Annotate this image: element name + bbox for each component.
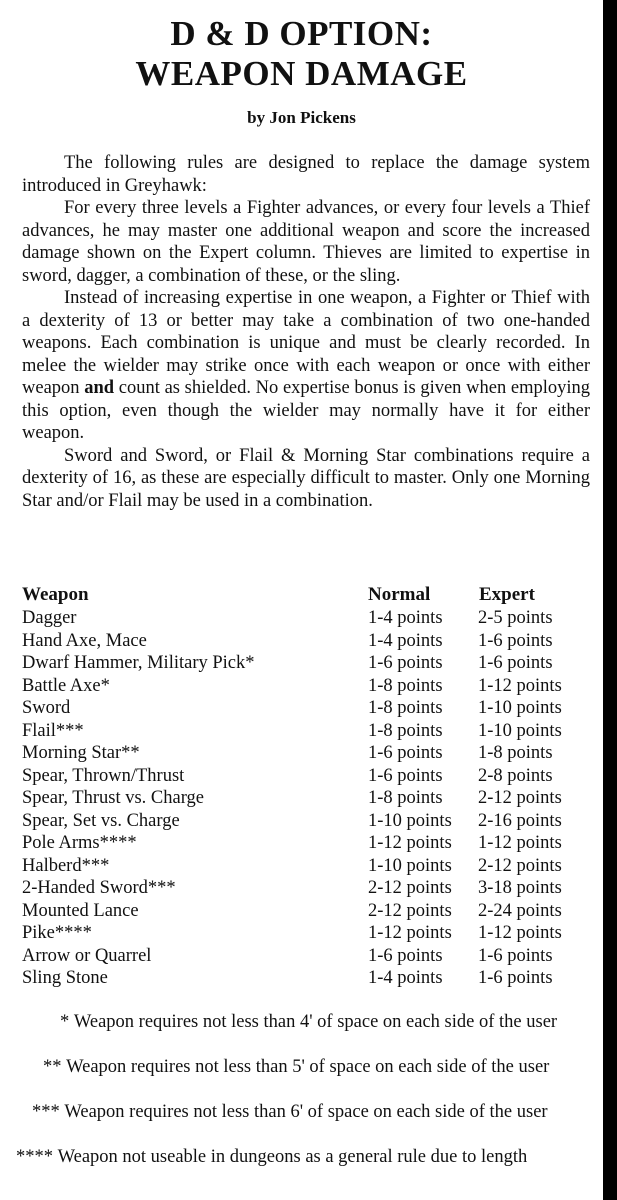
footnote-mark: *** <box>32 1102 60 1122</box>
normal-cell: 2-12 points <box>368 878 452 898</box>
normal-cell: 1-6 points <box>368 653 443 673</box>
weapon-cell: Spear, Thrust vs. Charge <box>22 788 205 808</box>
expert-cell: 1-12 points <box>478 923 562 943</box>
paragraph-3-text: Instead of increasing expertise in one weapon, a Fighter or Thief with a dexterity of 13 or better may take a combination of two one-handed weapons. Each combination is unique and must be clearly recorded. In melee the wielder may strike once with each weapon or once with either weapon <box>22 288 590 398</box>
paragraph-3-bold: and <box>84 378 115 398</box>
expert-cell: 2-12 points <box>478 788 562 808</box>
weapon-cell: Battle Axe* <box>22 675 110 696</box>
normal-cell: 1-8 points <box>368 788 443 808</box>
expert-cell: 2-24 points <box>478 900 562 921</box>
table-row <box>22 675 582 698</box>
body-text <box>22 152 590 512</box>
table-row <box>22 810 582 833</box>
table-row <box>22 832 582 855</box>
footnote-mark: ** <box>43 1057 62 1077</box>
footnote <box>16 1146 591 1169</box>
table-row <box>22 697 582 720</box>
weapon-cell: Flail*** <box>22 720 84 741</box>
table-row <box>22 630 582 653</box>
footnote <box>16 1011 591 1034</box>
normal-cell: 1-10 points <box>368 810 452 831</box>
expert-cell: 1-6 points <box>478 945 553 966</box>
expert-cell: 1-6 points <box>478 968 553 988</box>
weapon-cell: Mounted Lance <box>22 900 139 921</box>
paragraph-4: Sword and Sword, or Flail & Morning Star combinations require a dexterity of 16, as these are especially difficult to master. Only one Morning Star and/or Flail may be used in a combination. <box>22 445 590 511</box>
header-weapon: Weapon <box>22 584 89 605</box>
weapon-cell: Spear, Set vs. Charge <box>22 810 180 831</box>
normal-cell: 1-12 points <box>368 923 452 943</box>
paragraph-3 <box>22 287 590 445</box>
expert-cell: 1-6 points <box>478 630 553 651</box>
weapon-cell: 2-Handed Sword*** <box>22 878 176 898</box>
byline: by Jon Pickens <box>247 108 356 127</box>
weapon-cell: Halberd*** <box>22 855 110 876</box>
table-row <box>22 720 582 743</box>
paragraph-2: For every three levels a Fighter advances, or every four levels a Thief advances, he may master one additional weapon and score the increased damage shown on the Expert column. Thieves are limited to expertise in sword, dagger, a combination of these, or the sling. <box>22 198 590 286</box>
table-row <box>22 607 582 630</box>
normal-cell: 1-4 points <box>368 608 443 628</box>
expert-cell: 2-16 points <box>478 810 562 831</box>
normal-cell: 1-6 points <box>368 945 443 966</box>
normal-cell: 1-6 points <box>368 765 443 786</box>
footnote <box>16 1056 591 1079</box>
weapon-table <box>22 607 582 990</box>
footnote-text: Weapon not useable in dungeons as a general rule due to length <box>57 1147 528 1167</box>
expert-cell: 1-10 points <box>478 720 562 741</box>
expert-cell: 1-10 points <box>478 698 562 718</box>
weapon-cell: Spear, Thrown/Thrust <box>22 765 185 786</box>
expert-cell: 2-5 points <box>478 608 553 628</box>
table-row <box>22 922 582 945</box>
footnote-text: Weapon requires not less than 6' of space on each side of the user <box>64 1102 548 1122</box>
paragraph-3-tail: count as shielded. No expertise bonus is given when employing this option, even though the wielder may normally have it for either weapon. <box>22 378 591 443</box>
normal-cell: 1-6 points <box>368 743 443 763</box>
title-line-1: D & D OPTION: <box>170 14 433 53</box>
footnote <box>16 1101 591 1124</box>
normal-cell: 1-4 points <box>368 968 443 988</box>
table-row <box>22 652 582 675</box>
weapon-cell: Sling Stone <box>22 968 108 988</box>
weapon-cell: Hand Axe, Mace <box>22 630 147 651</box>
weapon-cell: Arrow or Quarrel <box>22 945 152 966</box>
normal-cell: 1-8 points <box>368 675 443 696</box>
normal-cell: 1-10 points <box>368 855 452 876</box>
table-row <box>22 765 582 788</box>
footnote-mark: **** <box>16 1147 53 1167</box>
weapon-cell: Sword <box>22 698 71 718</box>
weapon-cell: Pike**** <box>22 923 92 943</box>
title-line-2: WEAPON DAMAGE <box>135 54 468 93</box>
table-row <box>22 855 582 878</box>
table-header <box>22 584 582 606</box>
footnote-text: Weapon requires not less than 4' of space on each side of the user <box>73 1012 558 1032</box>
weapon-cell: Dwarf Hammer, Military Pick* <box>22 653 255 673</box>
expert-cell: 2-8 points <box>478 765 553 786</box>
page-edge-bar <box>603 0 617 1200</box>
expert-cell: 3-18 points <box>478 878 562 898</box>
expert-cell: 1-12 points <box>478 675 562 696</box>
normal-cell: 1-12 points <box>368 833 452 853</box>
normal-cell: 1-8 points <box>368 720 443 741</box>
footnote-text: Weapon requires not less than 5' of space on each side of the user <box>66 1057 550 1077</box>
table-row <box>22 877 582 900</box>
normal-cell: 1-8 points <box>368 698 443 718</box>
header-expert: Expert <box>479 584 535 605</box>
weapon-cell: Pole Arms**** <box>22 833 137 853</box>
expert-cell: 1-12 points <box>478 833 562 853</box>
footnote-mark: * <box>60 1012 70 1032</box>
table-row <box>22 967 582 990</box>
table-row <box>22 945 582 968</box>
expert-cell: 1-6 points <box>478 653 553 673</box>
weapon-cell: Morning Star** <box>22 743 140 763</box>
header-normal: Normal <box>368 584 431 605</box>
paragraph-1: The following rules are designed to replace the damage system introduced in Greyhawk: <box>22 153 590 196</box>
expert-cell: 1-8 points <box>478 743 553 763</box>
weapon-cell: Dagger <box>22 608 77 628</box>
expert-cell: 2-12 points <box>478 855 562 876</box>
normal-cell: 2-12 points <box>368 900 452 921</box>
table-row <box>22 900 582 923</box>
table-row <box>22 742 582 765</box>
normal-cell: 1-4 points <box>368 630 443 651</box>
table-row <box>22 787 582 810</box>
